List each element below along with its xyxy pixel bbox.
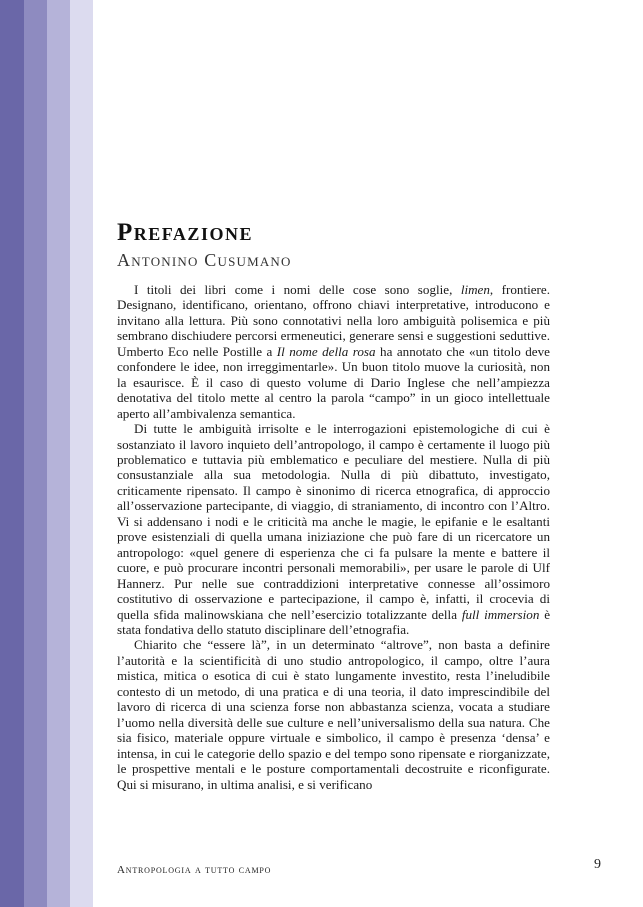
stripe-3 [47,0,70,907]
chapter-author: Antonino Cusumano [117,250,292,270]
stripe-1 [0,0,24,907]
decorative-side-stripes [0,0,93,907]
chapter-title: Prefazione [117,219,253,246]
stripe-4 [70,0,93,907]
page-number: 9 [594,857,601,872]
paragraph-3: Chiarito che “essere là”, in un determinato “altrove”, non basta a definire l’autorità e la scientificità di uno studio antropologico, il campo, oltre l’aura mistica, mitica o esotica di cui è stato lungamente investito, resta l’ineludibile contesto di un metodo, di una pratica e di una teoria, il dato imprescindibile del lavoro di ricerca di una scienza forse non abbastanza scienza, vocata a studiare l’uomo nella diversità delle sue culture e nell’universalismo della sua natura. Che sia fisico, materiale oppure virtuale e simbolico, il campo è presenza ‘densa’ e intensa, in cui le categorie dello spazio e del tempo sono ripensate e riorganizzate, le prospettive mentali e le posture comportamentali decostruite e riconfigurate. Qui si misurano, in ultima analisi, e si verificano [117,637,550,792]
stripe-2 [24,0,47,907]
chapter-body [117,282,550,792]
paragraph-1: I titoli dei libri come i nomi delle cose sono soglie, limen, frontiere. Designano, identificano, orientano, offrono chiavi interpretative, introducono e invitano alla lettura. Più sono connotativi nella loro ambiguità polisemica e più sembrano dischiudere percorsi ermeneutici, generare sensi e suggestioni seduttive. Umberto Eco nelle Postille a Il nome della rosa ha annotato che «un titolo deve confondere le idee, non irreggimentarle». Un buon titolo muove la curiosità, non la esaurisce. È il caso di questo volume di Dario Inglese che nell’ampiezza denotativa del titolo mette al centro la parola “campo” in un gioco intellettuale aperto all’ambivalenza semantica. [117,282,550,421]
running-footer-title: Antropologia a tutto campo [117,864,272,876]
paragraph-2: Di tutte le ambiguità irrisolte e le interrogazioni epistemologiche di cui è sostanziato il lavoro inquieto dell’antropologo, il campo è certamente il luogo più problematico e tuttavia più emblematico e peculiare del mestiere. Nulla di più consustanziale alla sua metodologia. Nulla di più dibattuto, investigato, criticamente ripensato. Il campo è sinonimo di ricerca etnografica, di approccio all’osservazione partecipante, di viaggio, di straniamento, di incontro con l’Altro. Vi si addensano i nodi e le criticità ma anche le magie, le epifanie e le esaltanti prove esistenziali di quella umana iniziazione che può fare di un ricercatore un antropologo: «quel genere di esperienza che ci fa pulsare la mente e battere il cuore, e può procurare incontri personali memorabili», per usare le parole di Ulf Hannerz. Pur nelle sue contraddizioni interpretative connesse all’ossimoro costitutivo di osservazione e partecipazione, il campo è, infatti, il crocevia di quella sfida malinowskiana che nell’esercizio totalizzante della full immersion è stata fondativa dello statuto disciplinare dell’etnografia. [117,421,551,637]
